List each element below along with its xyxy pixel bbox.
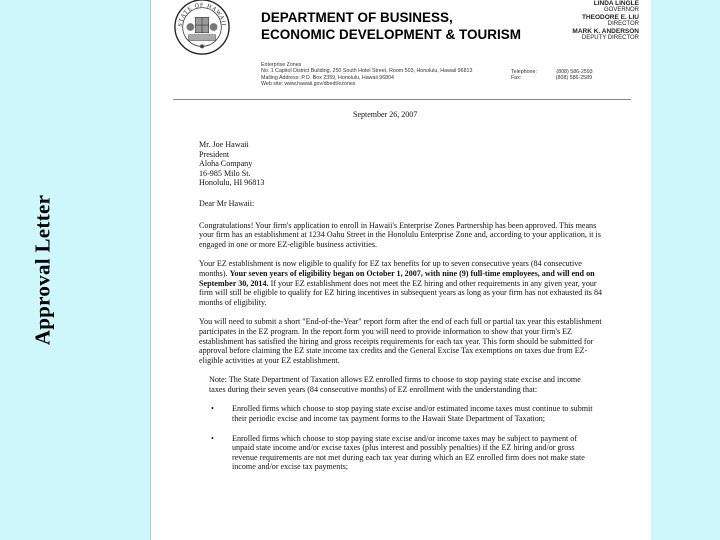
official-name: LINDA LINGLE <box>593 0 639 7</box>
letter-page <box>150 0 651 540</box>
paragraph-report: You will need to submit a short "End-of-the-Year" report form after the end of each full or partial tax year this establishment participates in the EZ program. In the report form you will need to provide information to show that your firm's EZ establishment has satisfied the hiring and gross receipts requirements for each tax year. This form should be submitted for approval before claiming the EZ state income tax credits and the General Excise Tax exemptions on taxes due from EZ-eligible activities at your EZ establishment. <box>199 317 602 365</box>
office-line: No. 1 Capitol District Building, 250 South Hotel Street, Room 503, Honolulu, Hawaii 96813 <box>261 68 473 75</box>
recipient-line: 16-985 Milo St. <box>199 168 251 178</box>
state-seal-logo <box>173 0 231 56</box>
paragraph-approval: Congratulations! Your firm's application to enroll in Hawaii's Enterprise Zones Partnership has been approved. This means your firm has an establishment at 1234 Oahu Street in the Honolulu Enterprise Zone and, according to your application, it is engaged in one or more EZ-eligible business activities. <box>199 220 601 249</box>
recipient-line: Honolulu, HI 96813 <box>199 178 265 188</box>
tax-note: Note: The State Department of Taxation allows EZ enrolled firms to choose to stop paying state excise and income taxes during their seven years (84 consecutive months) of EZ enrollment with the understanding that: <box>209 375 581 394</box>
telephone-value: (808) 586-2593 <box>556 69 593 75</box>
fax-row <box>511 75 593 81</box>
side-label <box>0 0 90 540</box>
office-line: Enterprise Zones <box>261 62 302 68</box>
bullet-mark: • <box>211 404 214 414</box>
bullet-text: Enrolled firms which choose to stop paying state excise and/or estimated income taxes must continue to submit their periodic excise and income tax payment forms to the Hawaii State Department of Taxation; <box>232 404 593 424</box>
office-line: Web site: www.hawaii.gov/dbedt/ezones <box>261 80 356 87</box>
eligibility-text: If your EZ establishment does not meet the EZ hiring and other requirements in any given year, your firm will still be eligible to qualify for EZ hiring incentives in subsequent years as long as your firm has not exhausted its 84 months of eligibility. <box>199 278 603 307</box>
svg-text:STATE OF HAWAII: STATE OF HAWAII <box>177 2 227 27</box>
letterhead-divider <box>173 99 631 100</box>
fax-value: (808) 586-2589 <box>555 75 593 82</box>
list-item <box>211 404 593 423</box>
official-name: THEODORE E. LIU <box>581 14 639 21</box>
agency-line-2: ECONOMIC DEVELOPMENT & TOURISM <box>261 27 522 42</box>
official-title: GOVERNOR <box>603 7 639 13</box>
letter-date: September 26, 2007 <box>353 110 418 119</box>
contact-numbers <box>511 69 593 82</box>
recipient-line: Mr. Joe Hawaii <box>199 140 249 149</box>
salutation: Dear Mr Hawaii: <box>199 198 255 208</box>
bullet-text: Enrolled firms which choose to stop paying state excise and/or income taxes may be subject to payment of unpaid state income and/or excise taxes (plus interest and possibly penalties) if the EZ hiring and/or gross revenue requirements are not met during each tax year during which an EZ enrolled firm does not make state income and/or excise tax payments; <box>232 433 585 472</box>
paragraph-eligibility <box>199 259 607 307</box>
fax-label: Fax: <box>511 75 522 82</box>
office-address <box>261 62 472 87</box>
recipient-address <box>199 140 607 188</box>
officials-list <box>572 0 639 42</box>
list-item <box>211 434 593 472</box>
recipient-line: Aloha Company <box>199 159 253 169</box>
eligibility-period: Your seven years of eligibility began on October 1, 2007, with nine (9) full-time employees, and will end on September 30, 2014. <box>199 268 595 288</box>
official-title: DEPUTY DIRECTOR <box>581 35 639 41</box>
telephone-label: Telephone: <box>511 69 537 75</box>
bullet-mark: • <box>211 433 214 443</box>
office-line: Mailing Address: P.O. Box 2359, Honolulu, Hawaii 96804 <box>261 74 394 81</box>
side-label-text: Approval Letter <box>30 194 55 346</box>
official-title: DIRECTOR <box>607 21 639 27</box>
agency-line-1: DEPARTMENT OF BUSINESS, <box>261 10 453 25</box>
official-name: MARK K. ANDERSON <box>572 28 639 35</box>
agency-name <box>261 9 521 43</box>
recipient-line: President <box>199 149 230 159</box>
letter-body <box>199 140 607 472</box>
eligibility-text: Your EZ establishment is now eligible to qualify for EZ tax benefits for up to seven consecutive years (84 consecutive months). <box>199 259 582 278</box>
